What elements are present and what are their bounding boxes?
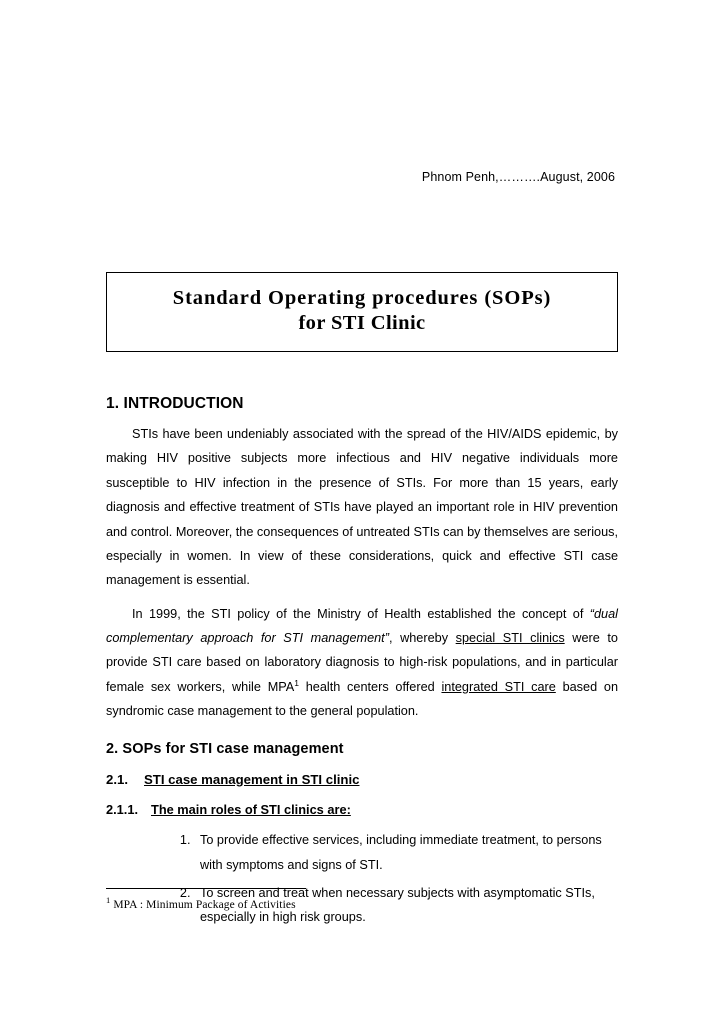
footnote-separator [106,888,306,889]
paragraph-2-part-5: based on syndromic case management to the general population. [106,679,619,719]
subsection-2-1 [106,769,618,790]
heading-introduction: 1. INTRODUCTION [106,395,244,412]
footnote-marker: 1 [106,895,111,905]
subsection-2-1-1 [106,800,618,820]
paragraph-intro-2 [106,602,618,724]
paragraph-2-underline-phrase-2: integrated STI care [441,679,556,694]
subsection-2-1-number: 2.1. [106,771,128,787]
heading-sops-case-management: 2. SOPs for STI case management [106,740,344,757]
list-item-text: 2. To screen and treat when necessary subjects with asymptomatic STIs, especially in high risk groups. [200,886,595,925]
paragraph-2-part-4: health centers offered [298,679,442,694]
roles-list [106,828,618,930]
paragraph-2-part-2: , whereby [388,631,456,645]
paragraph-2-part-1: In 1999, the STI policy of the Ministry of Health established the concept of [132,606,590,621]
document-title-line-2: for STI Clinic [298,312,426,334]
paragraph-2-underline-phrase-1: special STI clinics [455,631,565,645]
document-body [106,170,618,934]
date-line: Phnom Penh,……….August, 2006 [421,170,615,184]
list-item [194,828,618,877]
subsection-2-1-label: STI case management in STI clinic [144,771,360,787]
footnote-text: MPA : Minimum Package of Activities [113,898,296,911]
subsection-2-1-1-label: The main roles of STI clinics are: [151,801,351,817]
paragraph-2-part-3: were to provide STI care based on laboratory diagnosis to high-risk populations, and in particular female sex workers, while MPA [106,631,618,694]
subsection-2-1-1-number: 2.1.1. [106,801,139,817]
paragraph-2-italic-phrase: “dual complementary approach for STI management” [106,606,618,645]
list-item-text: 1. To provide effective services, including immediate treatment, to persons with symptoms and signs of STI. [200,833,602,872]
footnote-reference-marker: 1 [294,677,299,688]
paragraph-intro-1: STIs have been undeniably associated with the spread of the HIV/AIDS epidemic, by making HIV positive subjects more infectious and HIV negative individuals more susceptible to HIV infection in the presence of STIs. For more than 15 years, early diagnosis and effective treatment of STIs have played an important role in HIV prevention and control. Moreover, the consequences of untreated STIs can by themselves are serious, especially in women. In view of these considerations, quick and effective STI case management is essential. [106,427,619,588]
footnote-1 [106,895,618,911]
document-title-line-1: Standard Operating procedures (SOPs) [172,287,552,309]
title-box [106,272,618,352]
footnote-area [106,888,618,911]
